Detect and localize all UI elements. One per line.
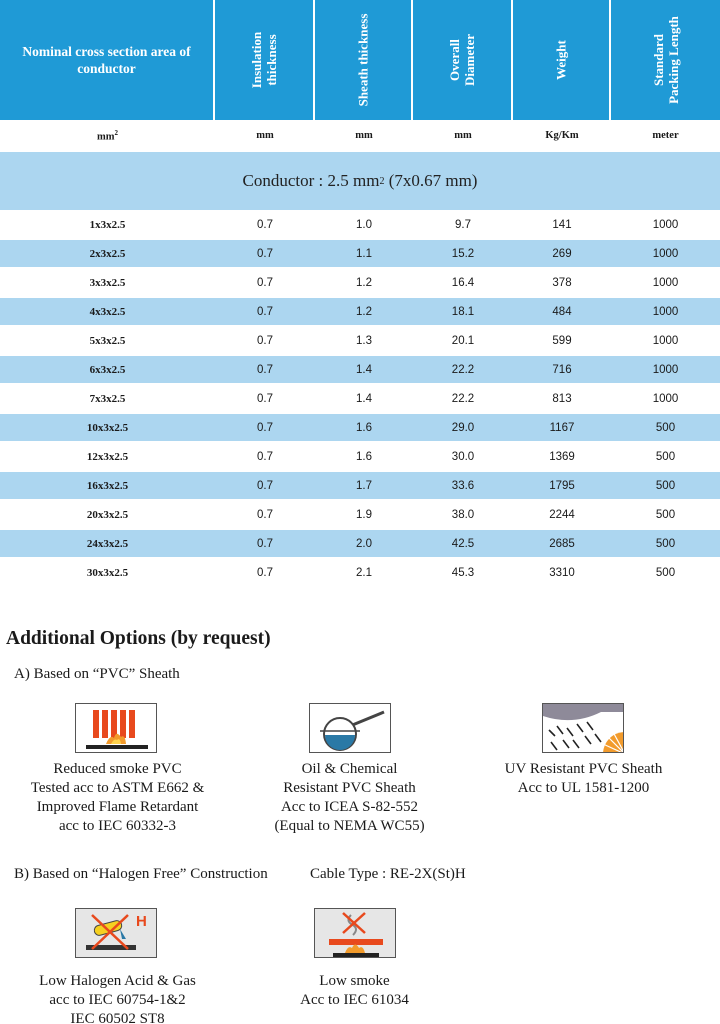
cell-cross-section: 12x3x2.5 xyxy=(86,450,129,463)
cell-insulation: 0.7 xyxy=(257,566,273,579)
conductor-suffix: (7x0.67 mm) xyxy=(384,171,478,190)
cell-diameter: 22.2 xyxy=(451,363,475,376)
cell-weight: 3310 xyxy=(549,566,575,579)
header-diameter-line1: Overall xyxy=(447,39,462,81)
cell-insulation: 0.7 xyxy=(257,247,273,260)
low-halogen-line3: IEC 60502 ST8 xyxy=(70,1011,165,1024)
header-packing-line2: Packing Length xyxy=(665,16,681,104)
cell-weight: 813 xyxy=(552,392,572,405)
cell-diameter: 18.1 xyxy=(451,305,475,318)
cell-diameter: 22.2 xyxy=(451,392,475,405)
conductor-band xyxy=(0,152,720,210)
table-row xyxy=(0,413,720,442)
cell-cross-section: 10x3x2.5 xyxy=(86,421,129,434)
table-row xyxy=(0,529,720,558)
cell-weight: 1795 xyxy=(549,479,575,492)
cell-cross-section: 7x3x2.5 xyxy=(89,392,126,405)
cell-diameter: 29.0 xyxy=(451,421,475,434)
low-smoke-caption xyxy=(257,972,452,1010)
cell-insulation: 0.7 xyxy=(257,334,273,347)
low-halogen-icon xyxy=(75,908,157,958)
cell-diameter: 45.3 xyxy=(451,566,475,579)
low-smoke-line2: Acc to IEC 61034 xyxy=(300,992,409,1008)
table-row xyxy=(0,471,720,500)
cell-cross-section: 1x3x2.5 xyxy=(89,218,126,231)
cell-packing: 1000 xyxy=(652,218,679,231)
cell-insulation: 0.7 xyxy=(257,363,273,376)
header-weight-line1: Weight xyxy=(553,40,569,80)
header-weight xyxy=(513,0,611,120)
table-row xyxy=(0,210,720,239)
cell-weight: 269 xyxy=(552,247,572,260)
header-sheath-thickness xyxy=(315,0,413,120)
unit-superscript: 2 xyxy=(114,128,118,137)
cell-cross-section: 30x3x2.5 xyxy=(86,566,129,579)
cell-packing: 500 xyxy=(655,421,676,434)
low-smoke-icon xyxy=(314,908,396,958)
oil-chemical-line2: Resistant PVC Sheath xyxy=(283,780,416,796)
cell-sheath: 1.0 xyxy=(356,218,372,231)
reduced-smoke-line1: Reduced smoke PVC xyxy=(53,761,182,777)
halogen-letter: H xyxy=(136,913,147,930)
conductor-superscript: 2 xyxy=(379,175,385,187)
header-cross-section xyxy=(0,0,215,120)
cell-weight: 141 xyxy=(552,218,572,231)
cell-sheath: 1.1 xyxy=(356,247,372,260)
cell-weight: 1369 xyxy=(549,450,575,463)
cell-diameter: 42.5 xyxy=(451,537,475,550)
oil-chemical-caption xyxy=(252,760,447,836)
table-row xyxy=(0,442,720,471)
header-insulation-line1: Insulation xyxy=(249,31,264,89)
unit-weight: Kg/Km xyxy=(545,130,579,141)
low-halogen-line2: acc to IEC 60754-1&2 xyxy=(49,992,186,1008)
cell-packing: 1000 xyxy=(652,276,679,289)
header-sheath-line1: Sheath thickness xyxy=(355,13,371,107)
cell-weight: 378 xyxy=(552,276,572,289)
table-row xyxy=(0,500,720,529)
units-row xyxy=(0,120,720,152)
cell-sheath: 1.3 xyxy=(356,334,372,347)
oil-chemical-line4: (Equal to NEMA WC55) xyxy=(274,818,425,834)
table-row xyxy=(0,355,720,384)
cell-insulation: 0.7 xyxy=(257,537,273,550)
cell-insulation: 0.7 xyxy=(257,421,273,434)
cell-insulation: 0.7 xyxy=(257,392,273,405)
cell-weight: 484 xyxy=(552,305,572,318)
cell-cross-section: 5x3x2.5 xyxy=(89,334,126,347)
cell-packing: 1000 xyxy=(652,334,679,347)
section-b-heading: B) Based on “Halogen Free” Construction xyxy=(14,866,268,882)
reduced-smoke-line4: acc to IEC 60332-3 xyxy=(58,818,177,834)
unit-insulation: mm xyxy=(256,130,274,141)
table-row xyxy=(0,384,720,413)
reduced-smoke-icon xyxy=(75,703,157,753)
cell-packing: 500 xyxy=(655,479,676,492)
oil-chemical-line1: Oil & Chemical xyxy=(301,761,398,777)
cable-type-label: Cable Type : RE-2X(St)H xyxy=(310,866,466,882)
cell-insulation: 0.7 xyxy=(257,508,273,521)
uv-resistant-icon xyxy=(542,703,624,753)
cell-cross-section: 20x3x2.5 xyxy=(86,508,129,521)
cell-packing: 1000 xyxy=(652,392,679,405)
header-diameter-line2: Diameter xyxy=(462,34,477,86)
unit-cross-section xyxy=(0,129,215,143)
cell-sheath: 2.0 xyxy=(356,537,372,550)
cell-cross-section: 6x3x2.5 xyxy=(89,363,126,376)
reduced-smoke-line3: Improved Flame Retardant xyxy=(36,799,199,815)
cell-diameter: 15.2 xyxy=(451,247,475,260)
cell-diameter: 20.1 xyxy=(451,334,475,347)
oil-chemical-icon xyxy=(309,703,391,753)
cell-cross-section: 16x3x2.5 xyxy=(86,479,129,492)
cell-sheath: 1.2 xyxy=(356,305,372,318)
cell-weight: 1167 xyxy=(549,421,575,434)
unit-sheath: mm xyxy=(355,130,373,141)
cell-sheath: 1.6 xyxy=(356,421,372,434)
oil-chemical-line3: Acc to ICEA S-82-552 xyxy=(280,799,419,815)
cell-diameter: 16.4 xyxy=(451,276,475,289)
cell-diameter: 30.0 xyxy=(451,450,475,463)
cell-sheath: 1.2 xyxy=(356,276,372,289)
header-packing-length xyxy=(611,0,720,120)
unit-packing: meter xyxy=(652,130,679,141)
low-halogen-caption xyxy=(20,972,215,1024)
table-row xyxy=(0,558,720,587)
table-row xyxy=(0,239,720,268)
cell-weight: 2685 xyxy=(549,537,575,550)
cell-cross-section: 3x3x2.5 xyxy=(89,276,126,289)
cell-diameter: 38.0 xyxy=(451,508,475,521)
cell-packing: 500 xyxy=(655,508,676,521)
cell-sheath: 1.7 xyxy=(356,479,372,492)
cell-sheath: 2.1 xyxy=(356,566,372,579)
uv-resistant-line2: Acc to UL 1581-1200 xyxy=(517,780,650,796)
cell-packing: 500 xyxy=(655,566,676,579)
cell-insulation: 0.7 xyxy=(257,276,273,289)
conductor-prefix: Conductor : 2.5 mm xyxy=(242,171,380,190)
cell-sheath: 1.6 xyxy=(356,450,372,463)
table-header-row xyxy=(0,0,720,120)
cell-insulation: 0.7 xyxy=(257,450,273,463)
cell-sheath: 1.9 xyxy=(356,508,372,521)
cell-insulation: 0.7 xyxy=(257,218,273,231)
uv-resistant-caption xyxy=(486,760,681,798)
section-a-heading: A) Based on “PVC” Sheath xyxy=(14,666,180,682)
header-insulation-thickness xyxy=(215,0,315,120)
header-overall-diameter xyxy=(413,0,513,120)
cell-insulation: 0.7 xyxy=(257,479,273,492)
unit-diameter: mm xyxy=(454,130,472,141)
header-packing-line1: Standard xyxy=(650,33,666,87)
header-insulation-line2: thickness xyxy=(264,34,279,86)
uv-resistant-line1: UV Resistant PVC Sheath xyxy=(504,761,663,777)
cell-diameter: 9.7 xyxy=(455,218,471,231)
cell-weight: 716 xyxy=(552,363,572,376)
table-row xyxy=(0,297,720,326)
cell-packing: 500 xyxy=(655,450,676,463)
cell-insulation: 0.7 xyxy=(257,305,273,318)
table-body xyxy=(0,210,720,587)
cell-packing: 1000 xyxy=(652,363,679,376)
cell-weight: 2244 xyxy=(549,508,575,521)
options-title: Additional Options (by request) xyxy=(6,628,271,649)
cell-diameter: 33.6 xyxy=(451,479,475,492)
cell-packing: 1000 xyxy=(652,305,679,318)
cell-packing: 1000 xyxy=(652,247,679,260)
cell-sheath: 1.4 xyxy=(356,363,372,376)
cell-cross-section: 24x3x2.5 xyxy=(86,537,129,550)
cell-cross-section: 4x3x2.5 xyxy=(89,305,126,318)
unit-mm2: mm xyxy=(97,131,115,143)
cell-cross-section: 2x3x2.5 xyxy=(89,247,126,260)
low-halogen-line1: Low Halogen Acid & Gas xyxy=(39,973,196,989)
table-row xyxy=(0,326,720,355)
reduced-smoke-line2: Tested acc to ASTM E662 & xyxy=(30,780,205,796)
cell-sheath: 1.4 xyxy=(356,392,372,405)
header-cross-section-label: Nominal cross section area of conductor xyxy=(22,44,191,76)
cell-packing: 500 xyxy=(655,537,676,550)
cell-weight: 599 xyxy=(552,334,572,347)
low-smoke-line1: Low smoke xyxy=(319,973,390,989)
reduced-smoke-caption xyxy=(20,760,215,836)
table-row xyxy=(0,268,720,297)
